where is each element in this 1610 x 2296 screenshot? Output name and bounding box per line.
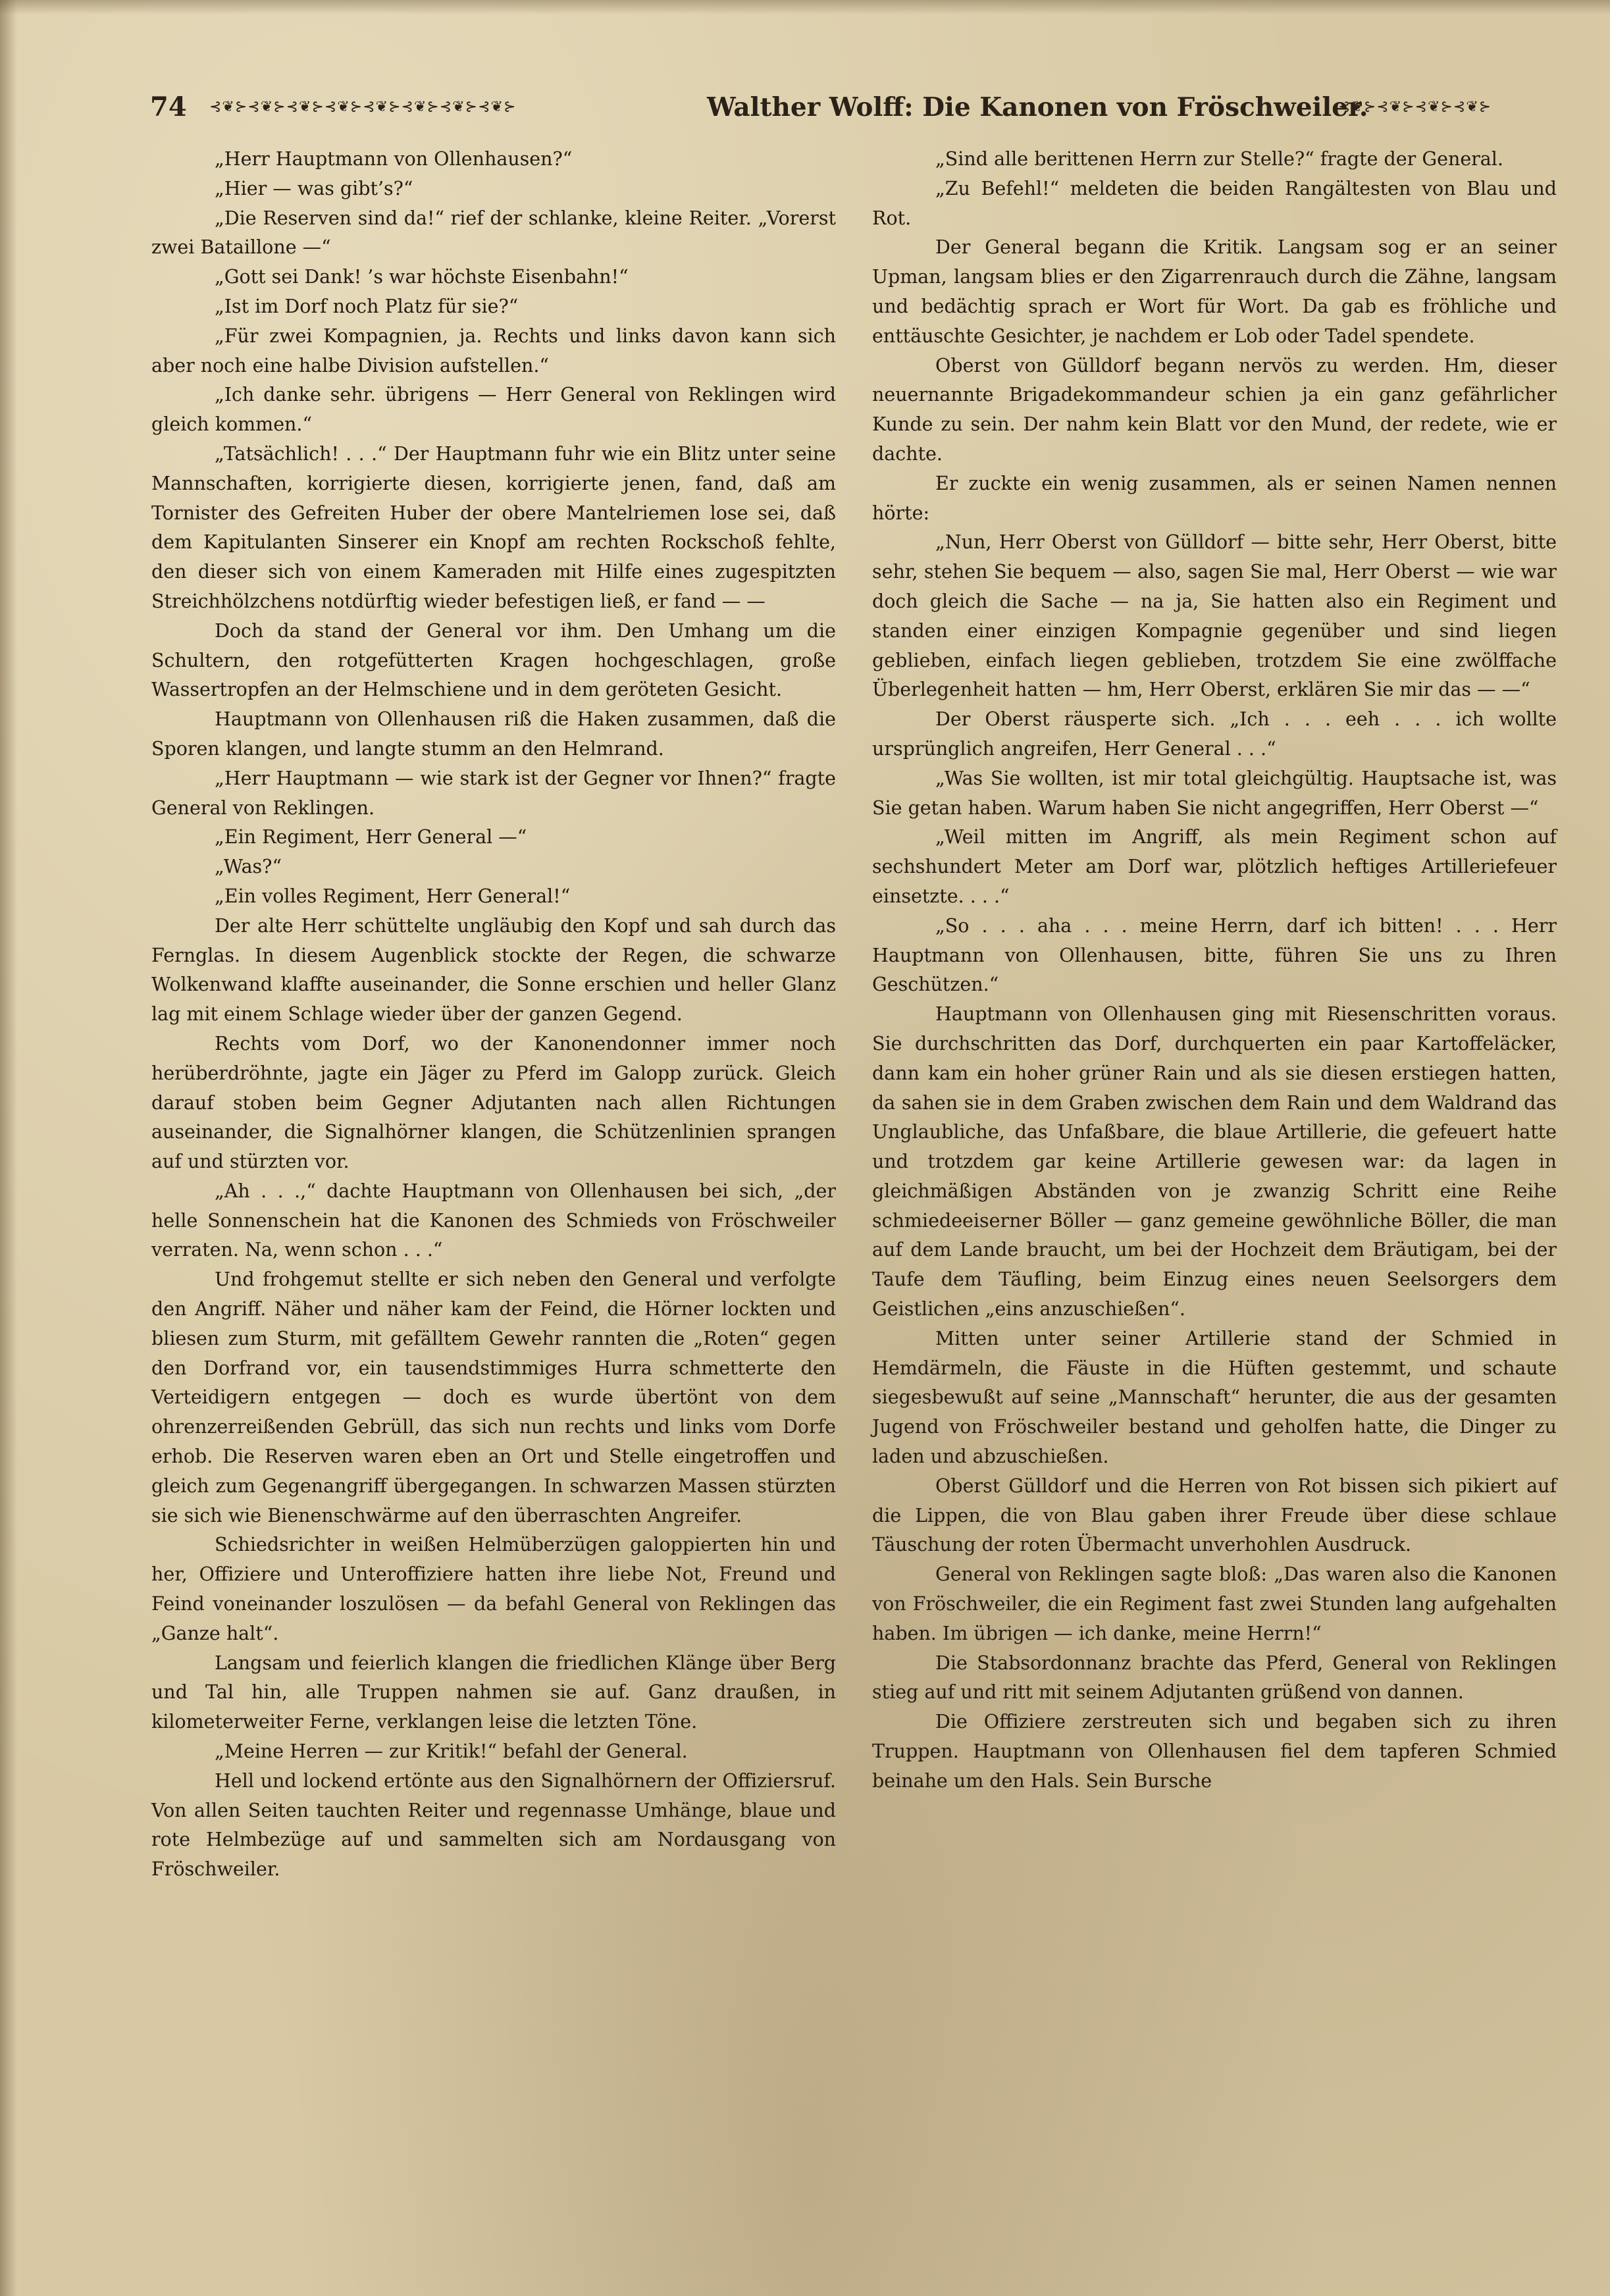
paragraph: Doch da stand der General vor ihm. Den Umhang um die Schultern, den rotgefütterten Kragen hochgeschlagen, große Wassertropfen an der Helmschiene und in dem geröteten Gesicht. bbox=[151, 619, 836, 701]
header-ornament-left: ⊰❦⊱⊰❦⊱⊰❦⊱⊰❦⊱⊰❦⊱⊰❦⊱⊰❦⊱⊰❦⊱ bbox=[209, 99, 517, 115]
paragraph: General von Reklingen sagte bloß: „Das waren also die Kanonen von Fröschweiler, die ein Regiment fast zwei Stunden lang aufgehalten haben. Im übrigen — ich danke, meine Herrn!“ bbox=[872, 1563, 1557, 1644]
paragraph: „Herr Hauptmann — wie stark ist der Gegner vor Ihnen?“ fragte General von Reklingen. bbox=[151, 767, 836, 819]
paragraph: „Ist im Dorf noch Platz für sie?“ bbox=[215, 295, 519, 317]
text-column-right bbox=[872, 145, 1557, 1796]
paragraph: Hauptmann von Ollenhausen riß die Haken zusammen, daß die Sporen klangen, und langte stumm an den Helmrand. bbox=[151, 708, 836, 760]
paragraph: Schiedsrichter in weißen Helmüberzügen galoppierten hin und her, Offiziere und Unteroffiziere hatten ihre liebe Not, Freund und Feind voneinander loszulösen — da befahl General von Reklingen das „Ganze halt“. bbox=[151, 1534, 836, 1644]
paragraph: Und frohgemut stellte er sich neben den General und verfolgte den Angriff. Näher und näher kam der Feind, die Hörner lockten und bliesen zum Sturm, mit gefälltem Gewehr rannten die „Roten“ gegen den Dorfrand vor, ein tausendstimmiges Hurra schmetterte den Verteidigern entgegen — doch es wurde übertönt von dem ohrenzerreißenden Gebrüll, das sich nun rechts und links vom Dorfe erhob. Die Reserven waren eben an Ort und Stelle eingetroffen und gleich zum Gegenangriff übergegangen. In schwarzen Massen stürzten sie sich wie Bienenschwärme auf den überraschten Angreifer. bbox=[151, 1268, 836, 1526]
paragraph: „Meine Herren — zur Kritik!“ befahl der General. bbox=[215, 1740, 688, 1763]
paragraph: „Was Sie wollten, ist mir total gleichgültig. Hauptsache ist, was Sie getan haben. Warum haben Sie nicht angegriffen, Herr Oberst —“ bbox=[872, 767, 1557, 819]
paragraph: Die Stabsordonnanz brachte das Pferd, General von Reklingen stieg auf und ritt mit seinem Adjutanten grüßend von dannen. bbox=[872, 1652, 1557, 1704]
paragraph: „Ein Regiment, Herr General —“ bbox=[215, 826, 527, 848]
paragraph: „Nun, Herr Oberst von Gülldorf — bitte sehr, Herr Oberst, bitte sehr, stehen Sie bequem — also, sagen Sie mal, Herr Oberst — wie war doch gleich die Sache — na ja, Sie hatten also ein Regiment und standen einer einzigen Kompagnie gegenüber und sind liegen geblieben, einfach liegen geblieben, trotzdem Sie eine zwölffache Überlegenheit hatten — hm, Herr Oberst, erklären Sie mir das — —“ bbox=[872, 531, 1557, 701]
paragraph: Der alte Herr schüttelte ungläubig den Kopf und sah durch das Fernglas. In diesem Augenblick stockte der Regen, die schwarze Wolkenwand klaffte auseinander, die Sonne erschien und heller Glanz lag mit einem Schlage wieder über der ganzen Gegend. bbox=[151, 914, 836, 1026]
paragraph: „Zu Befehl!“ meldeten die beiden Rangältesten von Blau und Rot. bbox=[872, 177, 1557, 229]
paragraph: „Für zwei Kompagnien, ja. Rechts und links davon kann sich aber noch eine halbe Division aufstellen.“ bbox=[151, 325, 836, 377]
paragraph: „Ich danke sehr. übrigens — Herr General von Reklingen wird gleich kommen.“ bbox=[151, 384, 836, 436]
paragraph: Rechts vom Dorf, wo der Kanonendonner immer noch herüberdröhnte, jagte ein Jäger zu Pferd im Galopp zurück. Gleich darauf stoben beim Gegner Adjutanten nach allen Richtungen auseinander, die Signalhörner klangen, die Schützenlinien sprangen auf und stürzten vor. bbox=[151, 1032, 836, 1173]
running-title: Walther Wolff: Die Kanonen von Fröschweiler. bbox=[707, 92, 1368, 122]
header-ornament-right: ⊰❦⊱⊰❦⊱⊰❦⊱⊰❦⊱ bbox=[1338, 99, 1492, 115]
paragraph: „Ein volles Regiment, Herr General!“ bbox=[215, 885, 571, 907]
paragraph: Der Oberst räusperte sich. „Ich . . . eeh . . . ich wollte ursprünglich angreifen, Herr General . . .“ bbox=[872, 708, 1557, 760]
text-column-left bbox=[151, 145, 836, 1885]
paragraph: „Die Reserven sind da!“ rief der schlanke, kleine Reiter. „Vorerst zwei Bataillone —“ bbox=[151, 207, 836, 259]
paragraph: Oberst Gülldorf und die Herren von Rot bissen sich pikiert auf die Lippen, die von Blau gaben ihrer Freude über diese schlaue Täuschung der roten Übermacht unverhohlen Ausdruck. bbox=[872, 1474, 1557, 1556]
paragraph: Er zuckte ein wenig zusammen, als er seinen Namen nennen hörte: bbox=[872, 472, 1557, 524]
paragraph: Der General begann die Kritik. Langsam sog er an seiner Upman, langsam blies er den Zigarrenrauch durch die Zähne, langsam und bedächtig sprach er Wort für Wort. Da gab es fröhliche und enttäuschte Gesichter, je nachdem er Lob oder Tadel spendete. bbox=[872, 236, 1557, 347]
page-number: 74 bbox=[150, 91, 187, 122]
page-edge-shadow-top bbox=[0, 0, 1610, 14]
paragraph: Hauptmann von Ollenhausen ging mit Riesenschritten voraus. Sie durchschritten das Dorf, durchquerten ein paar Kartoffeläcker, dann kam ein hoher grüner Rain und als sie diesen erstiegen hatten, da sahen sie in dem Graben zwischen dem Rain und dem Waldrand das Unglaubliche, das Unfaßbare, die blaue Artillerie, die gefeuert hatte und trotzdem gar keine Artillerie gewesen war: da lagen in gleichmäßigen Abständen von je zwanzig Schritt eine Reihe schmiedeeiserner Böller — ganz gemeine gewöhnliche Böller, die man auf dem Lande braucht, um bei der Hochzeit dem Bräutigam, bei der Taufe dem Täufling, beim Einzug eines neuen Seelsorgers dem Geistlichen „eins anzuschießen“. bbox=[872, 1003, 1557, 1320]
page-edge-shadow-left bbox=[0, 0, 17, 2296]
paragraph: „So . . . aha . . . meine Herrn, darf ich bitten! . . . Herr Hauptmann von Ollenhausen, bitte, führen Sie uns zu Ihren Geschützen.“ bbox=[872, 914, 1557, 996]
paragraph: „Hier — was gibt’s?“ bbox=[215, 177, 413, 199]
paragraph: „Gott sei Dank! ’s war höchste Eisenbahn!“ bbox=[215, 266, 629, 288]
paragraph: Langsam und feierlich klangen die friedlichen Klänge über Berg und Tal hin, alle Truppen nahmen sie auf. Ganz draußen, in kilometerweiter Ferne, verklangen leise die letzten Töne. bbox=[151, 1652, 836, 1733]
paragraph: Mitten unter seiner Artillerie stand der Schmied in Hemdärmeln, die Fäuste in die Hüften gestemmt, und schaute siegesbewußt auf seine „Mannschaft“ herunter, die aus der gesamten Jugend von Fröschweiler bestand und geholfen hatte, die Dinger zu laden und abzuschießen. bbox=[872, 1327, 1557, 1468]
paragraph: „Was?“ bbox=[215, 856, 282, 878]
paragraph: „Ah . . .,“ dachte Hauptmann von Ollenhausen bei sich, „der helle Sonnenschein hat die Kanonen des Schmieds von Fröschweiler verraten. Na, wenn schon . . .“ bbox=[151, 1180, 836, 1261]
paragraph: Hell und lockend ertönte aus den Signalhörnern der Offiziersruf. Von allen Seiten tauchten Reiter und regennasse Umhänge, blaue und rote Helmbezüge auf und sammelten sich am Nordausgang von Fröschweiler. bbox=[151, 1769, 836, 1881]
paragraph: Die Offiziere zerstreuten sich und begaben sich zu ihren Truppen. Hauptmann von Ollenhausen fiel dem tapferen Schmied beinahe um den Hals. Sein Bursche bbox=[872, 1711, 1557, 1792]
paragraph: „Herr Hauptmann von Ollenhausen?“ bbox=[215, 148, 573, 170]
paragraph: Oberst von Gülldorf begann nervös zu werden. Hm, dieser neuernannte Brigadekommandeur schien ja ein ganz gefährlicher Kunde zu sein. Der nahm kein Blatt vor den Mund, der redete, wie er dachte. bbox=[872, 354, 1557, 465]
paragraph: „Tatsächlich! . . .“ Der Hauptmann fuhr wie ein Blitz unter seine Mannschaften, korrigierte diesen, korrigierte jenen, fand, daß am Tornister des Gefreiten Huber der obere Mantelriemen lose sei, daß dem Kapitulanten Sinserer ein Knopf am rechten Rockschoß fehlte, den dieser sich von einem Kameraden mit Hilfe eines zugespitzten Streichhölzchens notdürftig wieder befestigen ließ, er fand — — bbox=[151, 442, 836, 612]
page-header bbox=[150, 86, 1559, 129]
paragraph: „Weil mitten im Angriff, als mein Regiment schon auf sechshundert Meter am Dorf war, plötzlich heftiges Artilleriefeuer einsetzte. . . .“ bbox=[872, 826, 1557, 907]
paragraph: „Sind alle berittenen Herrn zur Stelle?“ fragte der General. bbox=[935, 148, 1503, 170]
